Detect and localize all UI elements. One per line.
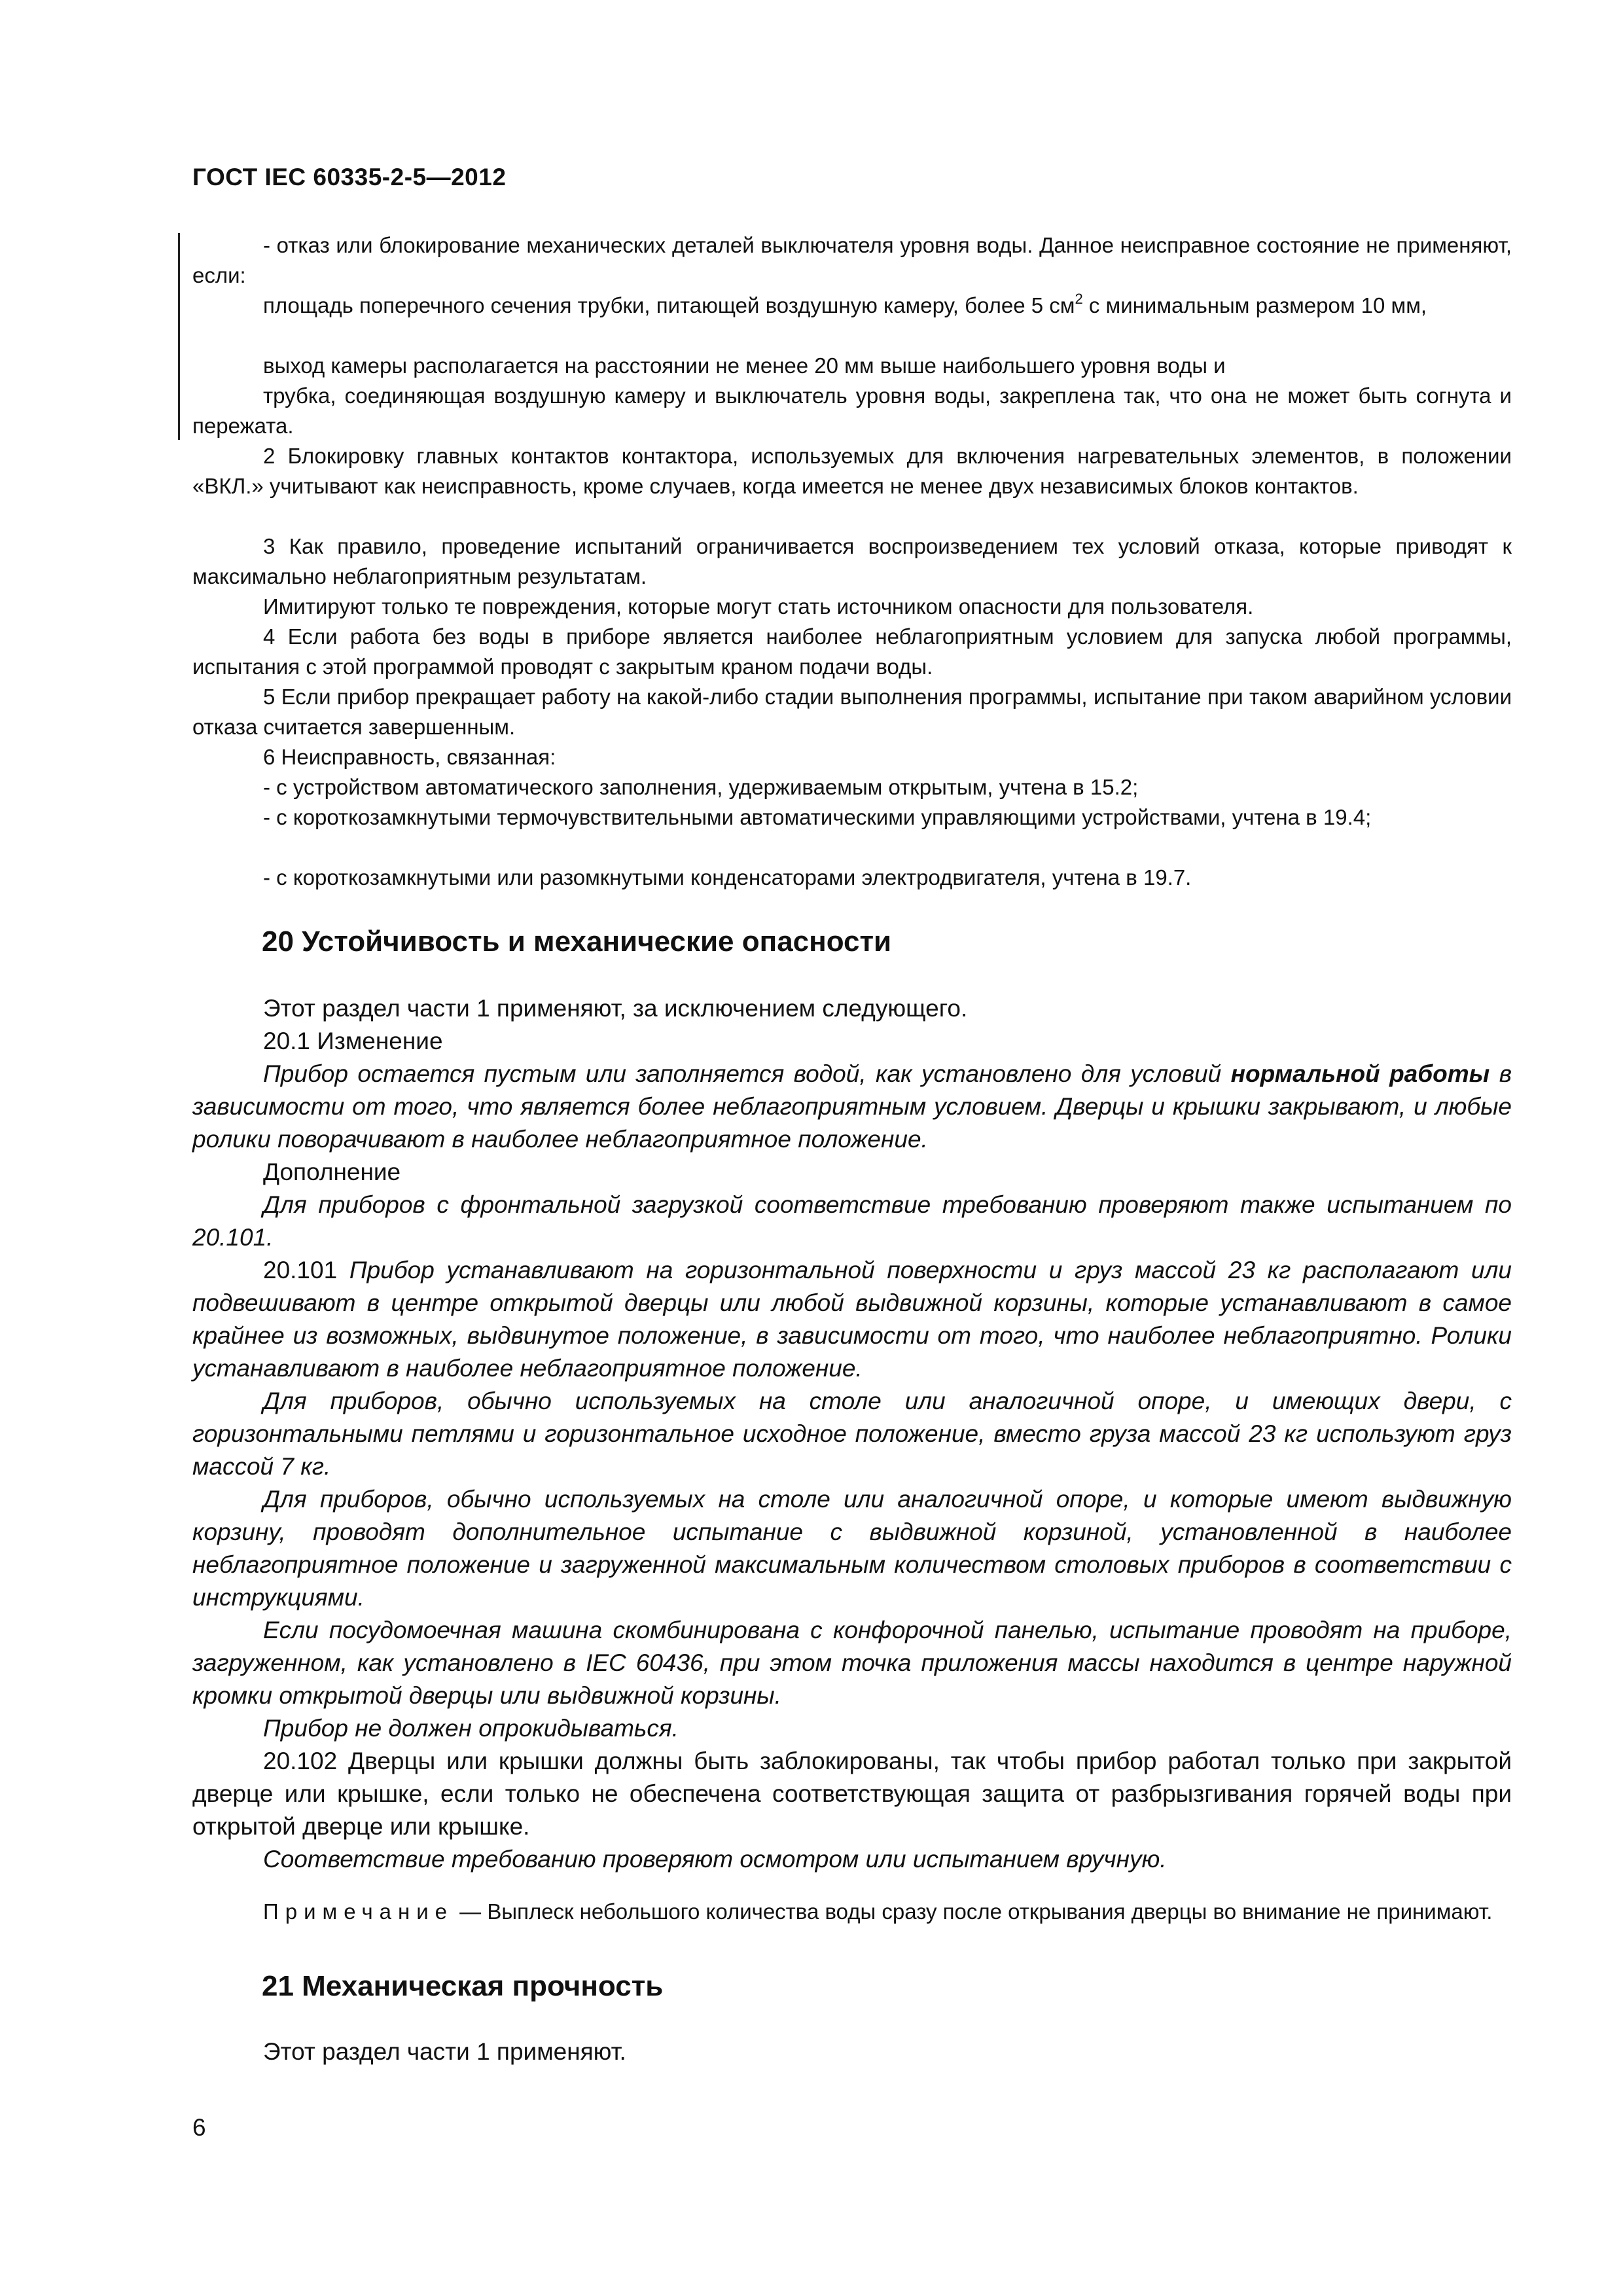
- note-paragraph: выход камеры располагается на расстоянии не менее 20 мм выше наибольшего уровня воды и: [263, 353, 1226, 378]
- body-paragraph: 20.102 Дверцы или крышки должны быть заблокированы, так чтобы прибор работал только при закрытой дверце или крышке, если только не обеспечена соответствующая защита от разбрызгивания горячей воды при открытой дверце или крышке.: [192, 1748, 1512, 1840]
- document-header: ГОСТ IEC 60335-2-5—2012: [192, 164, 507, 190]
- section-intro: Этот раздел части 1 применяют.: [263, 2038, 626, 2065]
- body-paragraph: Для приборов, обычно используемых на столе или аналогичной опоре, и которые имеют выдвижную корзину, проводят дополнительное испытание с выдвижной корзиной, установленной в наиболее неблагоприятное положение и загруженной максимальным количеством столовых приборов в соответствии с инструкциями.: [192, 1486, 1512, 1611]
- note-paragraph: трубка, соединяющая воздушную камеру и выключатель уровня воды, закреплена так, что она не может быть согнута и пережата.: [192, 384, 1512, 438]
- body-paragraph: Если посудомоечная машина скомбинирована с конфорочной панелью, испытание проводят на приборе, загруженном, как установлено в IEC 60436, при этом точка приложения массы находится в центре наружной кромки открытой дверцы или выдвижной корзины.: [192, 1617, 1512, 1709]
- addition-heading: Дополнение: [263, 1158, 401, 1185]
- body-paragraph: Для приборов с фронтальной загрузкой соответствие требованию проверяют также испытанием по 20.101.: [192, 1191, 1512, 1251]
- section-title: 20 Устойчивость и механические опасности: [262, 925, 892, 958]
- subsection-heading: 20.1 Изменение: [263, 1028, 443, 1054]
- note: Примечание — Выплеск небольшого количества воды сразу после открывания дверцы во внимание не принимают.: [263, 1899, 1493, 1924]
- note-paragraph: - с короткозамкнутыми или разомкнутыми конденсаторами электродвигателя, учтена в 19.7.: [263, 865, 1192, 889]
- note-paragraph: 2 Блокировку главных контактов контактора, используемых для включения нагревательных элементов, в положении «ВКЛ.» учитывают как неисправность, кроме случаев, когда имеется не менее двух независимых блоков контактов.: [192, 444, 1512, 498]
- note-paragraph: - с устройством автоматического заполнения, удерживаемым открытым, учтена в 15.2;: [263, 775, 1139, 799]
- section-title: 21 Механическая прочность: [262, 1970, 664, 2002]
- body-paragraph: Для приборов, обычно используемых на столе или аналогичной опоре, и имеющих двери, с горизонтальными петлями и горизонтальное исходное положение, вместо груза массой 23 кг используют груз массой 7 кг.: [192, 1388, 1512, 1480]
- note-paragraph: 3 Как правило, проведение испытаний ограничивается воспроизведением тех условий отказа, которые приводят к максимально неблагоприятным результатам.: [192, 534, 1512, 588]
- body-paragraph: Соответствие требованию проверяют осмотром или испытанием вручную.: [263, 1846, 1167, 1873]
- body-paragraph: Прибор остается пустым или заполняется водой, как установлено для условий нормальной работы в зависимости от того, что является более неблагоприятным условием. Дверцы и крышки закрывают, и любые ролики поворачивают в наиболее неблагоприятное положение.: [192, 1060, 1512, 1153]
- note-paragraph: 4 Если работа без воды в приборе является наиболее неблагоприятным условием для запуска любой программы, испытания с этой программой проводят с закрытым краном подачи воды.: [192, 624, 1512, 679]
- note-paragraph: - отказ или блокирование механических деталей выключателя уровня воды. Данное неисправное состояние не применяют, если:: [192, 233, 1512, 287]
- note-paragraph: 6 Неисправность, связанная:: [263, 745, 556, 769]
- note-paragraph: 5 Если прибор прекращает работу на какой-либо стадии выполнения программы, испытание при таком аварийном условии отказа считается завершенным.: [192, 685, 1512, 739]
- section-intro: Этот раздел части 1 применяют, за исключением следующего.: [263, 995, 968, 1022]
- change-bar: [178, 233, 180, 440]
- page-number: 6: [192, 2114, 206, 2141]
- note-paragraph: площадь поперечного сечения трубки, питающей воздушную камеру, более 5 $см^2$ с минимальным размером 10 мм,: [263, 291, 1427, 317]
- note-paragraph: - с короткозамкнутыми термочувствительными автоматическими управляющими устройствами, учтена в 19.4;: [263, 805, 1372, 829]
- note-paragraph: Имитируют только те повреждения, которые могут стать источником опасности для пользователя.: [263, 594, 1254, 619]
- body-paragraph: 20.101 Прибор устанавливают на горизонтальной поверхности и груз массой 23 кг располагают или подвешивают в центре открытой дверцы или любой выдвижной корзины, которые устанавливают в самое крайнее из возможных, выдвинутое положение, в зависимости от того, что наиболее неблагоприятно. Ролики устанавливают в наиболее неблагоприятное положение.: [192, 1257, 1512, 1382]
- body-paragraph: Прибор не должен опрокидываться.: [263, 1715, 679, 1742]
